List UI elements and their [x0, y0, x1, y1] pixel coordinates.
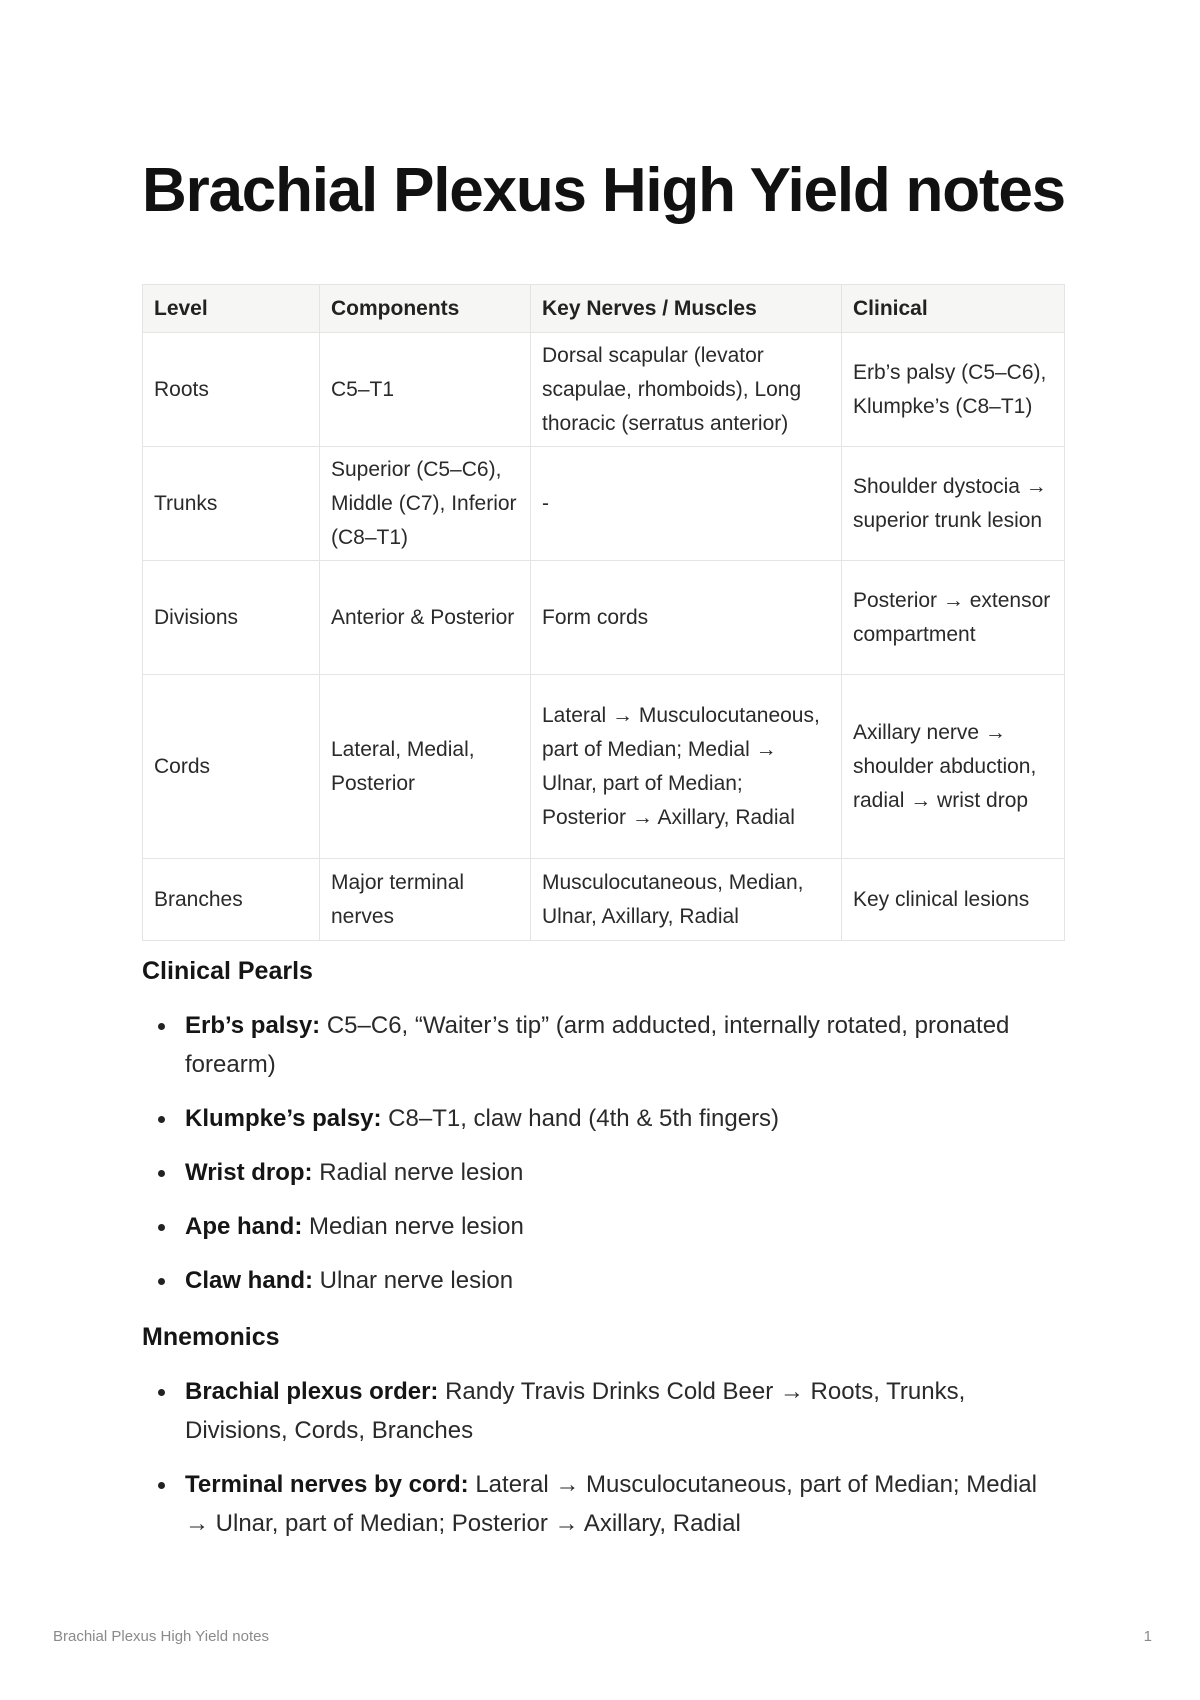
- list-item: [142, 1099, 1067, 1138]
- page-title: Brachial Plexus High Yield notes: [142, 156, 1065, 225]
- list-item-term: Ape hand:: [185, 1213, 303, 1240]
- table-header-row: [143, 285, 1065, 333]
- table-row: [143, 675, 1065, 859]
- cell-level: Branches: [143, 859, 320, 941]
- list-item-text: Ulnar nerve lesion: [313, 1267, 514, 1294]
- list-item: [142, 1006, 1067, 1084]
- list-item: [142, 1261, 1067, 1300]
- list-item-term: Claw hand:: [185, 1267, 314, 1294]
- list-item: [142, 1207, 1067, 1246]
- table-row: [143, 859, 1065, 941]
- footer-page-number: 1: [1143, 1628, 1152, 1645]
- header-key-nerves: Key Nerves / Muscles: [531, 285, 842, 333]
- cell-key-nerves: Dorsal scapular (levator scapulae, rhomboids), Long thoracic (serratus anterior): [531, 333, 842, 447]
- list-item-term: Klumpke’s palsy:: [185, 1105, 382, 1132]
- cell-clinical: Erb’s palsy (C5–C6), Klumpke’s (C8–T1): [842, 333, 1065, 447]
- cell-components: Major terminal nerves: [320, 859, 531, 941]
- list-item-text: C8–T1, claw hand (4th & 5th fingers): [381, 1105, 780, 1132]
- list-item-text: Lateral → Musculocutaneous, part of Median; Medial → Ulnar, part of Median; Posterior → Axillary, Radial: [185, 1471, 1037, 1537]
- list-item: [142, 1153, 1067, 1192]
- mnemonics-list: [142, 1372, 1067, 1558]
- cell-key-nerves: Lateral → Musculocutaneous, part of Median; Medial → Ulnar, part of Median; Posterior → Axillary, Radial: [531, 675, 842, 859]
- cell-components: C5–T1: [320, 333, 531, 447]
- table-row: [143, 333, 1065, 447]
- cell-level: Cords: [143, 675, 320, 859]
- brachial-plexus-table: [142, 284, 1065, 941]
- header-components: Components: [320, 285, 531, 333]
- header-clinical: Clinical: [842, 285, 1065, 333]
- list-item-text: C5–C6, “Waiter’s tip” (arm adducted, internally rotated, pronated forearm): [185, 1012, 1010, 1078]
- list-item-text: Median nerve lesion: [302, 1213, 524, 1240]
- mnemonics-heading: Mnemonics: [142, 1323, 280, 1351]
- header-level: Level: [143, 285, 320, 333]
- cell-clinical: Posterior → extensor compartment: [842, 561, 1065, 675]
- clinical-pearls-list: [142, 1006, 1067, 1315]
- list-item-term: Brachial plexus order:: [185, 1378, 439, 1405]
- cell-components: Superior (C5–C6), Middle (C7), Inferior (C8–T1): [320, 447, 531, 561]
- cell-key-nerves: Musculocutaneous, Median, Ulnar, Axillary, Radial: [531, 859, 842, 941]
- list-item: [142, 1372, 1067, 1450]
- cell-key-nerves: -: [531, 447, 842, 561]
- cell-clinical: Axillary nerve → shoulder abduction, radial → wrist drop: [842, 675, 1065, 859]
- cell-level: Trunks: [143, 447, 320, 561]
- clinical-pearls-heading: Clinical Pearls: [142, 957, 313, 985]
- cell-level: Roots: [143, 333, 320, 447]
- cell-components: Lateral, Medial, Posterior: [320, 675, 531, 859]
- cell-clinical: Shoulder dystocia → superior trunk lesion: [842, 447, 1065, 561]
- cell-level: Divisions: [143, 561, 320, 675]
- list-item-text: Randy Travis Drinks Cold Beer → Roots, Trunks, Divisions, Cords, Branches: [185, 1378, 966, 1444]
- list-item: [142, 1465, 1067, 1543]
- table-row: [143, 447, 1065, 561]
- footer-document-title: Brachial Plexus High Yield notes: [53, 1628, 269, 1645]
- list-item-term: Wrist drop:: [185, 1159, 313, 1186]
- cell-clinical: Key clinical lesions: [842, 859, 1065, 941]
- table-row: [143, 561, 1065, 675]
- list-item-term: Terminal nerves by cord:: [185, 1471, 469, 1498]
- list-item-term: Erb’s palsy:: [185, 1012, 321, 1039]
- cell-key-nerves: Form cords: [531, 561, 842, 675]
- cell-components: Anterior & Posterior: [320, 561, 531, 675]
- list-item-text: Radial nerve lesion: [312, 1159, 524, 1186]
